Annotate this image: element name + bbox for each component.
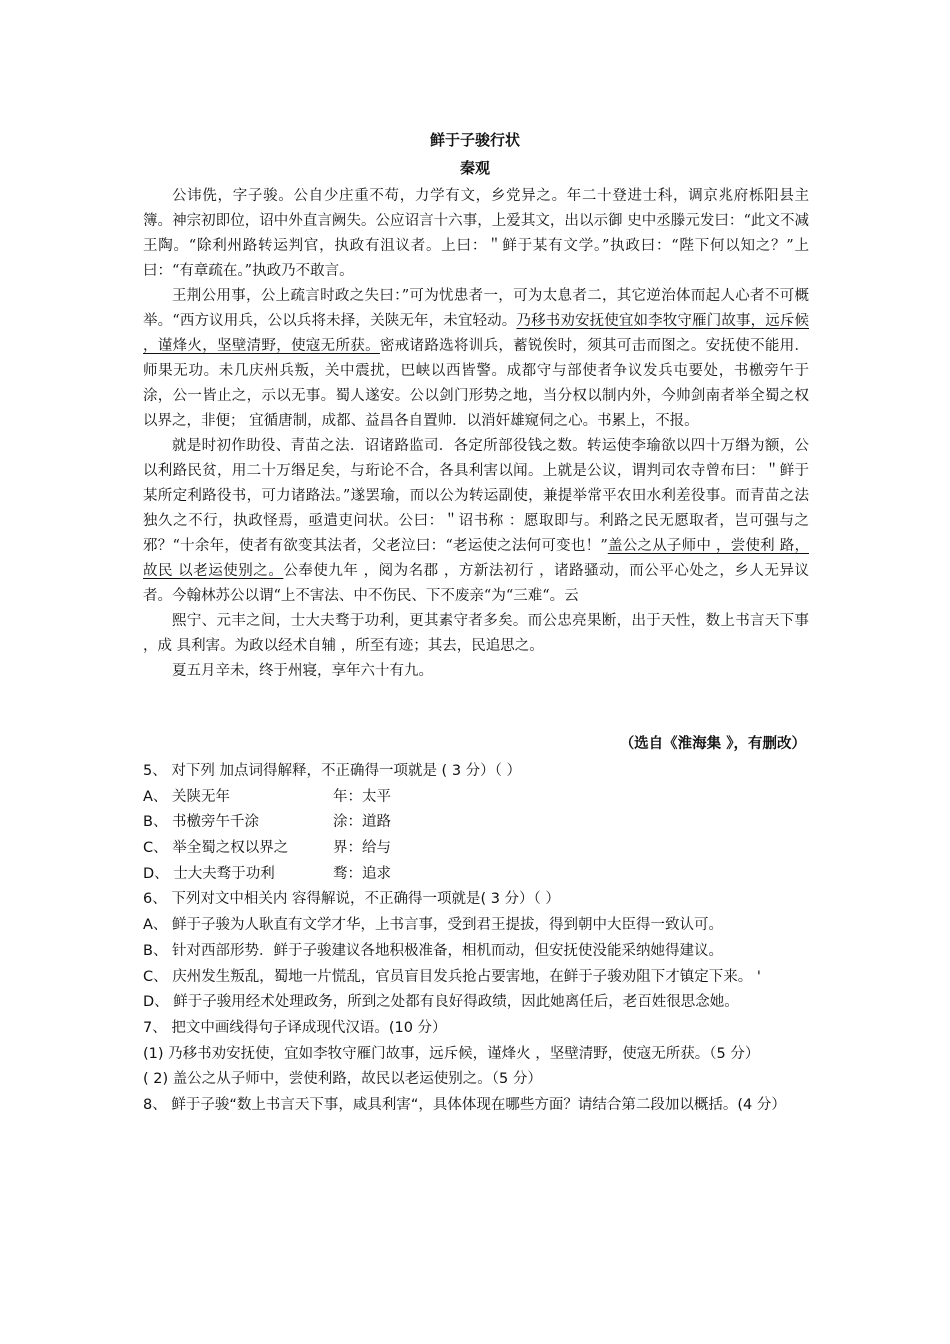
paragraph-3-text-a: 就是时初作助役、青苗之法．诏诸路监司．各定所部役钱之数。转运使李瑜欲以四十万缗为额，公以利路民贫，用二十万缗足矣，与珩论不合，各具利害以闻。上就是公议，谓判司农寺曾布曰：＂鲜于某所定利路役书，可力诸路法。”遂罢瑜，而以公为转运副使，兼提举常平农田水利差役事。而青苗之法独久之不行，执政怪焉，亟遣吏问状。公曰：＂诏书称 ：愿取即与。利路之民无愿取者，岂可强与之邪？“十余年，使者有欲变其法者，父老泣曰：“老运使之法何可变也！” [143, 438, 809, 554]
option-gloss: 涂：道路 [333, 814, 391, 831]
paragraph-3-text-b: 公奉使九年 ，阅为名郡 ，方新法初行 ，诸路骚动，而公平心处之，乡人无异议者。今翰林苏公以谓“上不害法、中不伤民、下不废亲“为“三难“。云 [143, 563, 809, 604]
paragraph-4: 熙宁、元丰之间，士大夫骛于功利，更其素守者多矣。而公忠亮果断，出于天性，数上书言天下事 ，成 具利害。为政以经术自辅 ，所至有迹；其去，民追思之。 [143, 613, 809, 654]
question-6-option-b: B、 针对西部形势．鲜于子骏建议各地积极准备，相机而动，但安抚使没能采纳她得建议。 [143, 942, 724, 959]
paragraph-2-text-b: 密戒诸路选将训兵，蓄锐俟时，须其可击而图之。安抚使不能用．师果无功。未几庆州兵叛，关中震扰，巴峡以西皆警。成都守与部使者争议发兵屯要处，书檄旁午于涂，公一皆止之，示以无事。蜀人遂安。公以剑门形势之地，当分权以制内外，今帅剑南者举全蜀之权以界之，非便； 宜循唐制，成都、益昌各自置帅．以消奸雄窥伺之心。书累上，不报。 [143, 338, 810, 429]
paragraph-5: 夏五月辛未，终于州寝，享年六十有九。 [172, 663, 433, 679]
question-8-stem: 8、 鲜于子骏“数上书言天下事，咸具利害“，具体体现在哪些方面？请结合第二段加以概括。(4 分） [143, 1097, 786, 1114]
question-6-option-c: C、 庆州发生叛乱，蜀地一片慌乱，官员盲目发兵抢占要害地，在鲜于子骏劝阻下才镇定下来。 ' [143, 968, 761, 985]
question-5-stem: 5、 对下列 加点词得解释，不正确得一项就是 ( 3 分）（ ） [143, 763, 522, 779]
source-note: （选自《淮海集 》，有删改） [619, 736, 806, 752]
underlined-sentence-1: 乃移书劝安抚使宜如李牧守雁门故事，远斥候 ，谨烽火，坚壁清野，使寇无所获。 [143, 313, 810, 354]
question-5-option-a [143, 785, 809, 811]
option-gloss: 界：给与 [333, 840, 391, 857]
option-label: C、 举全蜀之权以界之 [143, 840, 289, 857]
question-5-option-b [143, 810, 809, 836]
question-7-sentence-1: (1) 乃移书劝安抚使，宜如李牧守雁门故事，远斥候，谨烽火 ，坚壁清野，使寇无所获。（5 分） [143, 1045, 760, 1062]
option-gloss: 年：太平 [333, 788, 391, 805]
question-5-option-c [143, 836, 809, 862]
paragraph-1: 公讳侁，字子骏。公自少庄重不苟，力学有文，乡党异之。年二十登进士科，调京兆府栎阳县主簿。神宗初即位，诏中外直言阙失。公应诏言十六事，上爱其文，出以示御 史中丞滕元发曰：“此文不减王陶。“除利州路转运判官，执政有沮议者。上曰：＂鲜于某有文学。”执政曰：“陛下何以知之？”上曰：“有章疏在。”执政乃不敢言。 [143, 188, 809, 279]
option-gloss: 骛：追求 [333, 865, 391, 882]
option-label: B、 书檄旁午千涂 [143, 814, 260, 831]
essay-body [143, 184, 809, 684]
option-label: A、 关陕无年 [143, 788, 231, 805]
option-label: D、 士大夫骛于功利 [143, 865, 275, 882]
question-6-option-d: D、 鲜于子骏用经术处理政务，所到之处都有良好得政绩，因此她离任后，老百姓很思念她。 [143, 994, 739, 1011]
question-5-option-d [143, 862, 809, 888]
question-6-stem: 6、 下列对文中相关内 容得解说，不正确得一项就是( 3 分）（ ） [143, 891, 560, 908]
paragraph-2-text-a: 王荆公用事，公上疏言时政之失曰：”可为忧患者一，可为太息者二，其它逆治体而起人心者不可概举。“西方议用兵，公以兵将未择，关陕无年，未宜轻动。 [143, 288, 809, 329]
paragraph-3 [143, 434, 809, 609]
question-7-stem: 7、 把文中画线得句子译成现代汉语。(10 分） [143, 1019, 447, 1036]
question-7-sentence-2: ( 2) 盖公之从子师中，尝使利路，故民以老运使别之。（5 分） [143, 1071, 542, 1088]
essay-title: 鲜于子骏行状 [429, 131, 520, 149]
question-6-option-a: A、 鲜于子骏为人耿直有文学才华，上书言事，受到君王提拔，得到朝中大臣得一致认可。 [143, 917, 724, 934]
questions-section [143, 759, 809, 1119]
paragraph-2 [143, 284, 809, 434]
underlined-sentence-2: 盖公之从子师中 ，尝使利 路，故民 以老运使别之。 [143, 538, 809, 579]
essay-author: 秦观 [459, 159, 490, 177]
